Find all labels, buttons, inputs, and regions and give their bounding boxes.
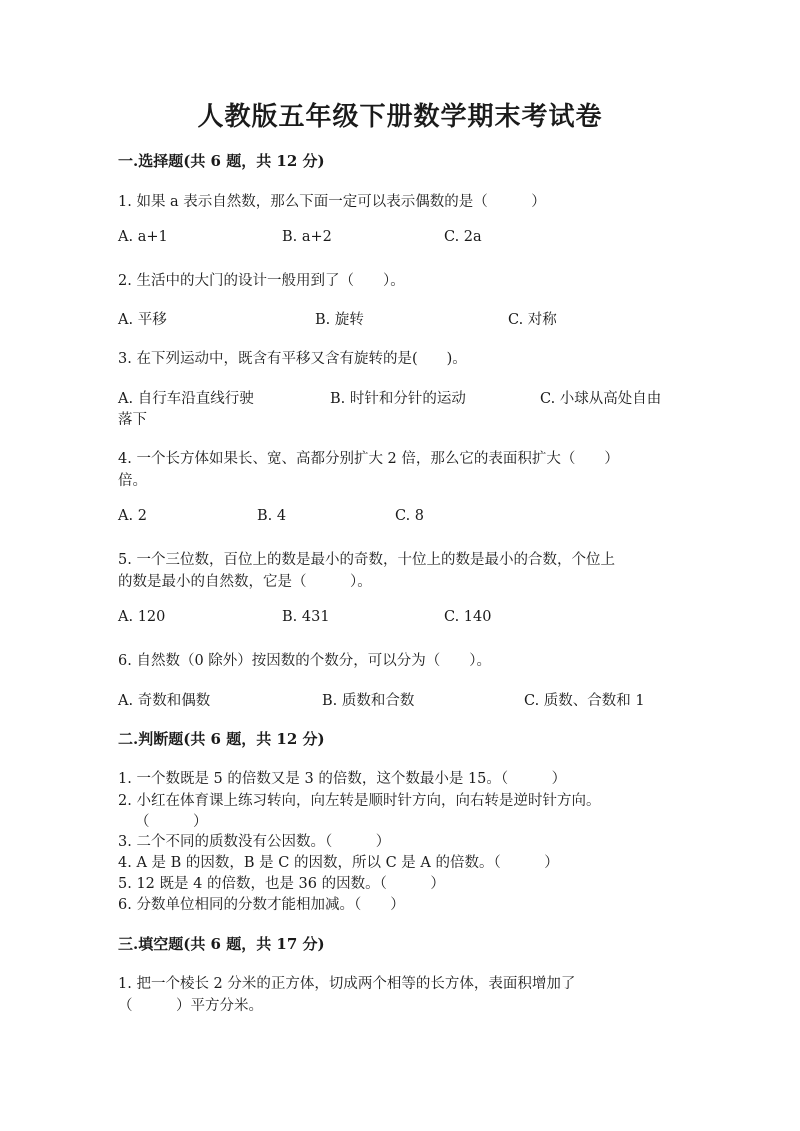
judgement-1: 1. 一个数既是 5 的倍数又是 3 的倍数，这个数最小是 15。（ ） [118, 771, 567, 787]
fill-in-1: 1. 把一个棱长 2 分米的正方体，切成两个相等的长方体，表面积增加了 [118, 976, 576, 992]
judgement-6: 6. 分数单位相同的分数才能相加减。（ ） [118, 897, 405, 913]
judgement-2-continued: （ ） [135, 814, 208, 830]
option-a: A. 2 [118, 508, 147, 524]
option-b: B. 4 [257, 508, 287, 524]
page-title: 人教版五年级下册数学期末考试卷 [197, 102, 603, 132]
option-c: C. 小球从高处自由 [540, 391, 662, 407]
question-6: 6. 自然数（0 除外）按因数的个数分，可以分为（ ）。 [118, 653, 492, 669]
option-c: C. 质数、合数和 1 [524, 693, 645, 709]
option-b: B. 质数和合数 [322, 693, 415, 709]
question-4-continued: 倍。 [118, 473, 147, 489]
option-c: C. 2a [444, 229, 482, 245]
section-heading-judgement: 二.判断题(共 6 题，共 12 分) [118, 730, 325, 748]
option-a: A. 奇数和偶数 [118, 693, 211, 709]
option-c: C. 8 [395, 508, 425, 524]
fill-in-1-continued: （ ）平方分米。 [118, 998, 263, 1014]
question-5-continued: 的数是最小的自然数，它是（ ）。 [118, 574, 372, 590]
option-c-continued: 落下 [118, 412, 147, 428]
option-c: C. 140 [444, 609, 492, 625]
question-1: 1. 如果 a 表示自然数，那么下面一定可以表示偶数的是（ ） [118, 194, 546, 210]
option-a: A. 自行车沿直线行驶 [118, 391, 254, 407]
judgement-4: 4. A 是 B 的因数，B 是 C 的因数，所以 C 是 A 的倍数。（ ） [118, 855, 559, 871]
question-2: 2. 生活中的大门的设计一般用到了（ ）。 [118, 273, 405, 289]
question-3: 3. 在下列运动中，既含有平移又含有旋转的是( )。 [118, 351, 467, 367]
judgement-2: 2. 小红在体育课上练习转向，向左转是顺时针方向，向右转是逆时针方向。 [118, 793, 601, 809]
option-c: C. 对称 [508, 312, 557, 328]
question-5: 5. 一个三位数，百位上的数是最小的奇数，十位上的数是最小的合数，个位上 [118, 552, 615, 568]
option-a: A. 120 [118, 609, 166, 625]
question-4: 4. 一个长方体如果长、宽、高都分别扩大 2 倍，那么它的表面积扩大（ ） [118, 451, 619, 467]
judgement-5: 5. 12 既是 4 的倍数，也是 36 的因数。（ ） [118, 876, 445, 892]
option-b: B. 时针和分针的运动 [330, 391, 466, 407]
option-a: A. a+1 [118, 229, 168, 245]
option-b: B. 旋转 [315, 312, 364, 328]
section-heading-choice: 一.选择题(共 6 题，共 12 分) [118, 152, 325, 170]
option-a: A. 平移 [118, 312, 167, 328]
section-heading-fill-in: 三.填空题(共 6 题，共 17 分) [118, 935, 325, 953]
option-b: B. 431 [282, 609, 330, 625]
judgement-3: 3. 二个不同的质数没有公因数。（ ） [118, 834, 391, 850]
option-b: B. a+2 [282, 229, 332, 245]
